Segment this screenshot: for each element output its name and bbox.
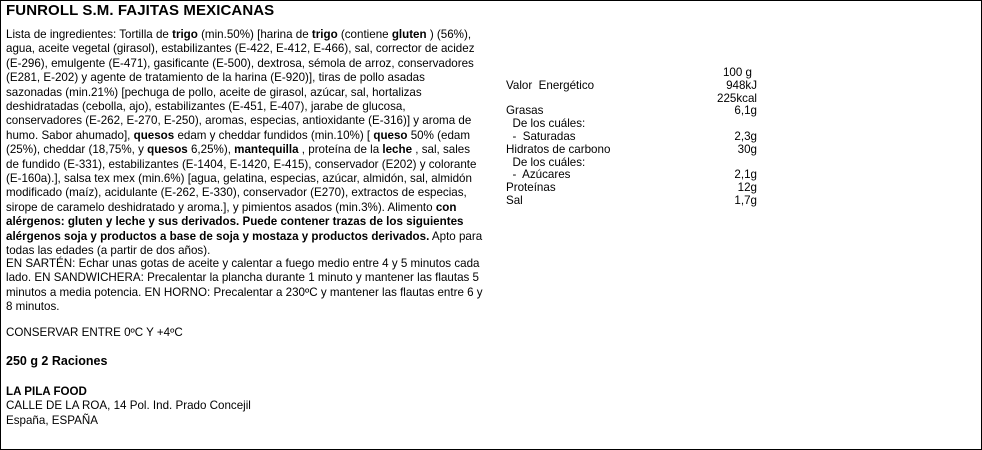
nutrient-value: 30g [737,142,757,156]
ingredient-text: Apto para todas las edades (a partir de dos años). [6,229,483,258]
energy-kcal: 225kcal [717,91,757,105]
nutrient-label: - Azúcares [506,168,571,182]
company-name: LA PILA FOOD [6,385,87,398]
allergen-text: gluten [391,28,427,41]
ingredient-text: 50% (edam (25%), cheddar (18,75%, y [6,128,471,157]
allergen-text: queso [373,128,408,142]
net-weight: 250 g 2 Raciones [6,354,108,368]
nutrition-per: 100 g [722,66,752,79]
ingredient-text: , sal, sales de fundido (E-331), estabilizantes (E-1404, E-1420, E-415), conservador (E202) y colorante (E-160a).], salsa tex mex (min.6%) [agua, gelatina, especias, azúcar, almidón, sal, almidón modificado (maíz), acidulante (E-262, E-330), conservador (E270), extractos de especias, sirope de caramelo deshidratado y aroma.], y pimientos asados (min.3%). Alimento [6,143,477,214]
nutrition-rows [506,105,771,207]
nutrition-header [506,67,771,80]
ingredient-text: Lista de ingredientes: Tortilla de [6,28,173,41]
nutrition-energy-kj-row [506,80,771,93]
nutrient-value: 2,1g [734,168,757,182]
nutrient-label: Hidratos de carbono [506,142,611,156]
ingredient-text: ) (56%), agua, aceite vegetal (girasol), estabilizantes (E-422, E-412, E-466), sal, corrector de acidez (E-296), emulgente (E-471), gasificante (E-500), dextrosa, sémola de arroz, conservadores (E281, E-202) y agente de tratamiento de la harina (E-920)], tiras de pollo asadas sazonadas (min.21%) [pechuga de pollo, aceite de girasol, azúcar, sal, hortalizas deshidratadas (cebolla, ajo), estabilizantes (E-451, E-407), jarabe de glucosa, conservadores (E-262, E-270, E-250), aromas, especias, antioxidante (E-316)] y aroma de humo. Sabor ahumado], [6,28,475,142]
allergen-text: trigo [172,28,198,41]
product-title: FUNROLL S.M. FAJITAS MEXICANAS [6,2,275,19]
company-info [6,385,251,428]
allergen-text: quesos [133,128,175,142]
preparation-instructions: EN SARTÉN: Echar unas gotas de aceite y calentar a fuego medio entre 4 y 5 minutos cada lado. EN SANDWICHERA: Precalentar la plancha durante 1 minuto y mantener las flautas 5 minutos a media potencia. EN HORNO: Precalentar a 230ºC y mantener las flautas entre 6 y 8 minutos. [6,257,483,314]
ingredient-text: edam y cheddar fundidos (min.10%) [ [174,128,374,142]
nutrient-value: 1,7g [734,193,757,207]
ingredient-text: , proteína de la [298,143,383,157]
nutrition-table [506,67,771,208]
allergen-text: con alérgenos: gluten y leche y sus derivados. Puede contener trazas de los siguientes alérgenos soja y productos a base de soja y mostaza y productos derivados. [6,200,464,243]
nutrient-label: - Saturadas [506,129,576,143]
ingredient-text: 6,25%), [187,143,235,157]
nutrient-label: De los cuáles: [506,155,586,169]
nutrient-value: 6,1g [734,104,757,118]
nutrient-label: Proteínas [506,181,556,195]
storage-instructions: CONSERVAR ENTRE 0ºC Y +4ºC [6,326,183,339]
energy-label: Valor Energético [506,78,595,92]
ingredient-text: (min.50%) [harina de [197,28,312,41]
nutrient-label: Sal [506,193,523,207]
nutrient-value: 2,3g [734,129,757,143]
nutrient-label: De los cuáles: [506,117,586,131]
allergen-text: leche [382,143,413,157]
nutrition-row [506,131,771,144]
nutrition-row [506,182,771,195]
allergen-text: quesos [147,143,188,157]
nutrient-label: Grasas [506,104,544,118]
nutrition-row [506,195,771,208]
energy-kj: 948kJ [726,78,757,92]
allergen-text: mantequilla [234,143,299,157]
nutrition-energy-kcal-row [506,93,771,106]
company-address: CALLE DE LA ROA, 14 Pol. Ind. Prado Concejil [6,399,251,413]
nutrition-row [506,144,771,157]
allergen-text: trigo [311,28,338,41]
nutrient-value: 12g [737,181,757,195]
company-country: España, ESPAÑA [6,413,98,427]
ingredient-text: (contiene [337,28,392,41]
ingredients-list [6,28,484,259]
